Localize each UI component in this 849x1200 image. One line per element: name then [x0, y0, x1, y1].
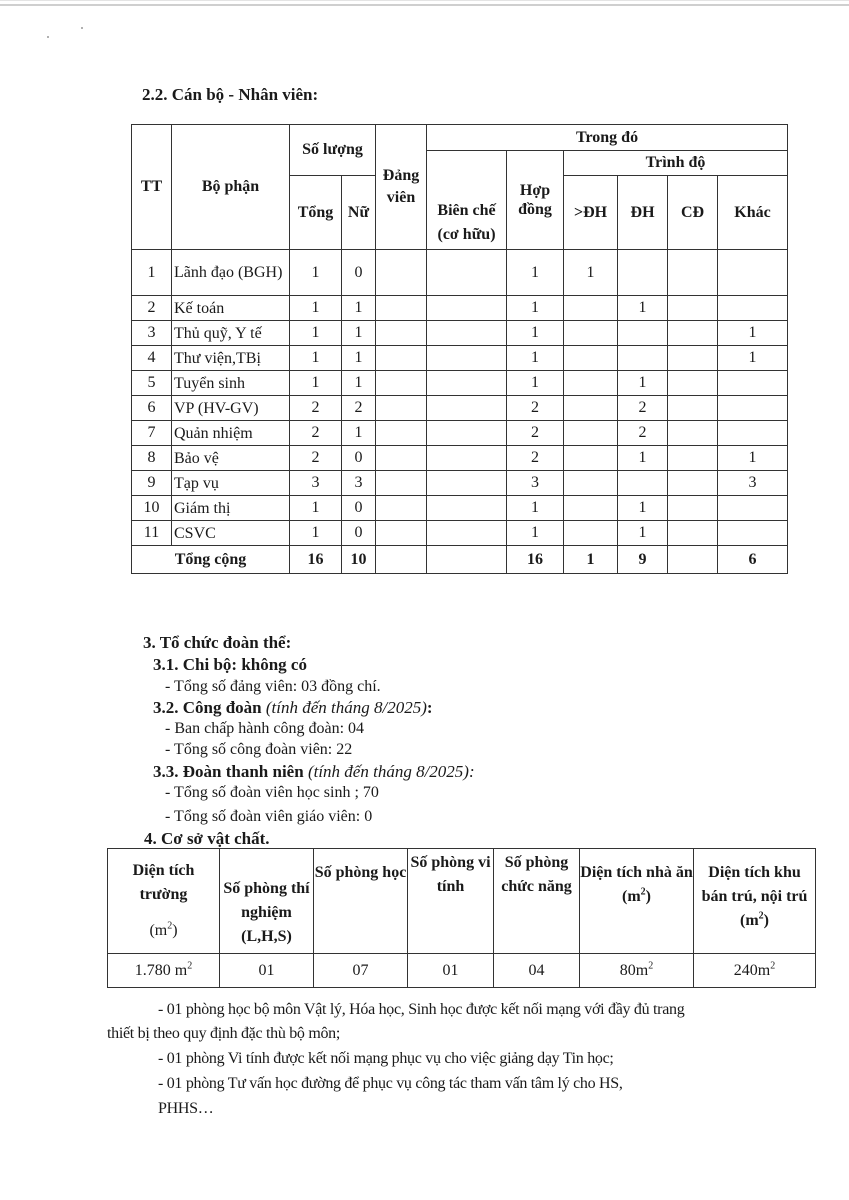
- header-dien-tich-truong: [108, 849, 220, 954]
- total-hop-dong: 16: [507, 546, 564, 574]
- cell-cd: [668, 296, 718, 321]
- header-cd: CĐ: [668, 176, 718, 250]
- unit-close: ): [645, 888, 651, 905]
- total-cd: [668, 546, 718, 574]
- cell-hop-dong: 1: [507, 250, 564, 296]
- cell-bo-phan: Tạp vụ: [172, 471, 290, 496]
- facility-paragraph: - 01 phòng học bộ môn Vật lý, Hóa học, Sinh học được kết nối mạng với đầy đủ trang: [158, 1001, 685, 1018]
- cell-tren-dh: [564, 296, 618, 321]
- cell-tt: 11: [132, 521, 172, 546]
- header-dang-vien-text: Đảng viên: [382, 167, 420, 206]
- value-phong-vt: 01: [408, 954, 494, 988]
- subsection-chi-bo: 3.1. Chi bộ: không có: [153, 655, 307, 674]
- header-tren-dh: >ĐH: [564, 176, 618, 250]
- cell-hop-dong: 2: [507, 446, 564, 471]
- cell-tt: 2: [132, 296, 172, 321]
- cell-nu: 1: [342, 421, 376, 446]
- header-nha-an-text: Diện tích nhà ăn (m: [580, 864, 693, 905]
- cell-tt: 8: [132, 446, 172, 471]
- doan-tn-item: - Tổng số đoàn viên học sinh ; 70: [165, 784, 379, 801]
- subsection-doan-thanh-nien: [153, 762, 475, 782]
- table-row: [132, 371, 788, 396]
- total-khac: 6: [718, 546, 788, 574]
- table-row: [132, 396, 788, 421]
- cell-bo-phan: Thủ quỹ, Y tế: [172, 321, 290, 346]
- cell-dh: [618, 321, 668, 346]
- cell-cd: [668, 446, 718, 471]
- cell-tong: 2: [290, 446, 342, 471]
- cell-hop-dong: 2: [507, 396, 564, 421]
- header-dang-vien: [376, 125, 427, 250]
- facility-paragraph: thiết bị theo quy định đặc thù bộ môn;: [107, 1025, 341, 1042]
- table-row: [132, 421, 788, 446]
- cell-cd: [668, 396, 718, 421]
- total-dang-vien: [376, 546, 427, 574]
- header-trinh-do: Trình độ: [564, 151, 788, 176]
- doan-tn-item: - Tổng số đoàn viên giáo viên: 0: [165, 808, 373, 825]
- cell-dh: 1: [618, 296, 668, 321]
- cell-dh: 2: [618, 396, 668, 421]
- cell-tong: 2: [290, 396, 342, 421]
- header-phong-vt-text: Số phòng vi tính: [410, 854, 491, 895]
- header-hop-dong: [507, 151, 564, 250]
- cell-khac: 1: [718, 346, 788, 371]
- cell-bien-che: [427, 346, 507, 371]
- total-bien-che: [427, 546, 507, 574]
- cell-tren-dh: [564, 471, 618, 496]
- cell-khac: [718, 396, 788, 421]
- doan-tn-note: (tính đến tháng 8/2025):: [307, 762, 475, 781]
- header-phong-tn-text: Số phòng thí nghiệm: [223, 880, 310, 921]
- table-row: [132, 446, 788, 471]
- facility-paragraph: - 01 phòng Vi tính được kết nối mạng phục vụ cho việc giảng dạy Tin học;: [158, 1050, 614, 1067]
- cell-khac: [718, 421, 788, 446]
- cell-dang-vien: [376, 250, 427, 296]
- cell-bien-che: [427, 321, 507, 346]
- cell-tong: 1: [290, 371, 342, 396]
- cell-tong: 2: [290, 421, 342, 446]
- cell-cd: [668, 471, 718, 496]
- cell-tong: 1: [290, 496, 342, 521]
- value-phong-cn: 04: [494, 954, 580, 988]
- header-nu: Nữ: [342, 176, 376, 250]
- cell-hop-dong: 1: [507, 346, 564, 371]
- cell-tt: 4: [132, 346, 172, 371]
- header-tong: Tổng: [290, 176, 342, 250]
- cell-nu: 0: [342, 250, 376, 296]
- cell-bien-che: [427, 421, 507, 446]
- cell-dh: 2: [618, 421, 668, 446]
- cell-hop-dong: 1: [507, 521, 564, 546]
- unit-sup: 2: [187, 960, 193, 972]
- unit-sup: 2: [648, 960, 654, 972]
- cell-tong: 3: [290, 471, 342, 496]
- unit-close: ): [172, 922, 178, 939]
- header-phong-chuc-nang: [494, 849, 580, 954]
- facility-paragraph: - 01 phòng Tư vấn học đường để phục vụ công tác tham vấn tâm lý cho HS,: [158, 1075, 623, 1092]
- cell-tt: 6: [132, 396, 172, 421]
- cell-dh: [618, 346, 668, 371]
- cell-bien-che: [427, 496, 507, 521]
- page-top-edge: [0, 0, 849, 1]
- cell-khac: 3: [718, 471, 788, 496]
- value-phong-tn: 01: [220, 954, 314, 988]
- cell-nu: 1: [342, 346, 376, 371]
- cell-dang-vien: [376, 296, 427, 321]
- cell-hop-dong: 2: [507, 421, 564, 446]
- header-bien-che-text: Biên chế (cơ hữu): [437, 202, 496, 243]
- cell-khac: [718, 296, 788, 321]
- total-label: Tổng cộng: [132, 546, 290, 574]
- total-tong: 16: [290, 546, 342, 574]
- cell-dang-vien: [376, 446, 427, 471]
- cell-bo-phan: Lãnh đạo (BGH): [172, 250, 290, 296]
- header-hop-dong-text: Hợp đồng: [518, 182, 552, 218]
- cell-bien-che: [427, 396, 507, 421]
- header-phong-hoc-text: Số phòng học: [314, 864, 407, 881]
- cong-doan-title: 3.2. Công đoàn: [153, 698, 262, 717]
- cell-tren-dh: [564, 496, 618, 521]
- cell-bo-phan: CSVC: [172, 521, 290, 546]
- cell-khac: [718, 250, 788, 296]
- section-title-staff: 2.2. Cán bộ - Nhân viên:: [142, 85, 319, 104]
- cell-bo-phan: Giám thị: [172, 496, 290, 521]
- doan-tn-title: 3.3. Đoàn thanh niên: [153, 762, 304, 781]
- cell-nu: 3: [342, 471, 376, 496]
- subsection-cong-doan: [153, 698, 433, 718]
- facility-paragraph: PHHS…: [158, 1100, 214, 1117]
- cell-cd: [668, 346, 718, 371]
- value-text: 1.780 m: [134, 961, 188, 979]
- header-bo-phan: Bộ phận: [172, 125, 290, 250]
- unit-m2: [149, 919, 177, 943]
- cell-tren-dh: [564, 421, 618, 446]
- header-nha-an: [580, 849, 694, 954]
- cell-tong: 1: [290, 250, 342, 296]
- cell-nu: 0: [342, 496, 376, 521]
- header-phong-hoc: [314, 849, 408, 954]
- cell-dang-vien: [376, 371, 427, 396]
- cell-hop-dong: 1: [507, 496, 564, 521]
- cell-tren-dh: [564, 371, 618, 396]
- cell-nu: 0: [342, 446, 376, 471]
- cell-hop-dong: 3: [507, 471, 564, 496]
- value-text: 80m: [619, 961, 649, 979]
- cell-dang-vien: [376, 396, 427, 421]
- cell-nu: 1: [342, 296, 376, 321]
- scan-speck: [81, 27, 83, 29]
- cell-dang-vien: [376, 496, 427, 521]
- value-ban-tru: [694, 954, 816, 988]
- cell-tt: 7: [132, 421, 172, 446]
- cell-hop-dong: 1: [507, 296, 564, 321]
- header-khac: Khác: [718, 176, 788, 250]
- cell-nu: 0: [342, 521, 376, 546]
- value-phong-hoc: 07: [314, 954, 408, 988]
- staff-table: [131, 124, 788, 574]
- cell-bo-phan: Kế toán: [172, 296, 290, 321]
- value-dien-tich-truong: [108, 954, 220, 988]
- cong-doan-note: (tính đến tháng 8/2025): [265, 698, 427, 717]
- cong-doan-item: - Ban chấp hành công đoàn: 04: [165, 720, 365, 737]
- cell-tt: 1: [132, 250, 172, 296]
- chi-bo-item: - Tổng số đảng viên: 03 đồng chí.: [165, 678, 381, 695]
- cell-tt: 5: [132, 371, 172, 396]
- header-phong-thi-nghiem: [220, 849, 314, 954]
- cell-cd: [668, 250, 718, 296]
- header-phong-cn-text: Số phòng chức năng: [501, 854, 572, 895]
- table-row: [132, 471, 788, 496]
- cell-tt: 10: [132, 496, 172, 521]
- header-phong-tn-sub: (L,H,S): [241, 928, 292, 945]
- cell-nu: 1: [342, 321, 376, 346]
- cell-bo-phan: Quản nhiệm: [172, 421, 290, 446]
- cell-cd: [668, 521, 718, 546]
- table-row: [132, 321, 788, 346]
- cell-bo-phan: Bảo vệ: [172, 446, 290, 471]
- cell-bien-che: [427, 521, 507, 546]
- cell-tong: 1: [290, 296, 342, 321]
- value-nha-an: [580, 954, 694, 988]
- cell-dang-vien: [376, 471, 427, 496]
- cell-khac: 1: [718, 321, 788, 346]
- cell-khac: [718, 371, 788, 396]
- table-row: [132, 296, 788, 321]
- table-total-row: [132, 546, 788, 574]
- cell-hop-dong: 1: [507, 321, 564, 346]
- cong-doan-item: - Tổng số công đoàn viên: 22: [165, 741, 353, 758]
- cell-cd: [668, 496, 718, 521]
- cell-tong: 1: [290, 346, 342, 371]
- cell-tren-dh: [564, 321, 618, 346]
- cell-khac: [718, 521, 788, 546]
- cell-nu: 1: [342, 371, 376, 396]
- unit-sup: 2: [640, 886, 646, 898]
- page-top-line: [0, 4, 849, 6]
- header-so-luong: Số lượng: [290, 125, 376, 176]
- header-phong-vi-tinh: [408, 849, 494, 954]
- cell-bien-che: [427, 250, 507, 296]
- cell-bien-che: [427, 446, 507, 471]
- cell-tren-dh: [564, 446, 618, 471]
- cell-hop-dong: 1: [507, 371, 564, 396]
- cell-tong: 1: [290, 321, 342, 346]
- cell-bien-che: [427, 371, 507, 396]
- cong-doan-suffix: :: [426, 698, 433, 717]
- total-dh: 9: [618, 546, 668, 574]
- cell-khac: 1: [718, 446, 788, 471]
- cell-dh: [618, 471, 668, 496]
- table-row: [132, 521, 788, 546]
- cell-cd: [668, 321, 718, 346]
- cell-bo-phan: VP (HV-GV): [172, 396, 290, 421]
- section-title-organizations: 3. Tổ chức đoàn thể:: [143, 633, 292, 652]
- unit-sup: 2: [167, 920, 173, 932]
- cell-bien-che: [427, 471, 507, 496]
- cell-cd: [668, 371, 718, 396]
- cell-tren-dh: 1: [564, 250, 618, 296]
- header-dh: ĐH: [618, 176, 668, 250]
- header-trong-do: Trong đó: [427, 125, 788, 151]
- scan-speck: [47, 36, 49, 38]
- cell-bien-che: [427, 296, 507, 321]
- header-ban-tru: [694, 849, 816, 954]
- cell-dang-vien: [376, 321, 427, 346]
- facilities-table: [107, 848, 816, 988]
- cell-dh: 1: [618, 371, 668, 396]
- cell-dh: 1: [618, 446, 668, 471]
- cell-tren-dh: [564, 521, 618, 546]
- facilities-values-row: [108, 954, 816, 988]
- cell-dh: [618, 250, 668, 296]
- section-title-facilities: 4. Cơ sở vật chất.: [144, 829, 270, 848]
- cell-cd: [668, 421, 718, 446]
- unit-close: ): [763, 912, 769, 929]
- total-nu: 10: [342, 546, 376, 574]
- table-row: [132, 346, 788, 371]
- cell-bo-phan: Tuyển sinh: [172, 371, 290, 396]
- cell-bo-phan: Thư viện,TBị: [172, 346, 290, 371]
- total-tren-dh: 1: [564, 546, 618, 574]
- header-ban-tru-text: Diện tích khu bán trú, nội trú (m: [701, 864, 808, 929]
- cell-tren-dh: [564, 346, 618, 371]
- unit-sup: 2: [758, 910, 764, 922]
- header-bien-che: [427, 151, 507, 250]
- cell-dang-vien: [376, 521, 427, 546]
- cell-tt: 9: [132, 471, 172, 496]
- cell-khac: [718, 496, 788, 521]
- cell-tren-dh: [564, 396, 618, 421]
- header-tt: TT: [132, 125, 172, 250]
- cell-dang-vien: [376, 421, 427, 446]
- cell-tt: 3: [132, 321, 172, 346]
- table-row: [132, 250, 788, 296]
- unit-text: (m: [149, 922, 168, 939]
- cell-dh: 1: [618, 496, 668, 521]
- header-dien-tich-truong-text: Diện tích trường: [132, 862, 195, 903]
- value-text: 240m: [733, 961, 771, 979]
- table-row: [132, 496, 788, 521]
- cell-tong: 1: [290, 521, 342, 546]
- cell-dang-vien: [376, 346, 427, 371]
- cell-dh: 1: [618, 521, 668, 546]
- cell-nu: 2: [342, 396, 376, 421]
- unit-sup: 2: [770, 960, 776, 972]
